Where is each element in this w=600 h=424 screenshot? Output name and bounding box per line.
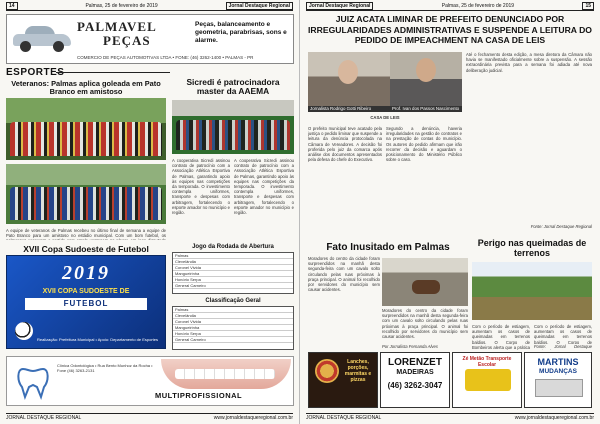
perigo-signature: Fonte: Jornal Destaque [534, 344, 592, 349]
palmavel-logo-pecas: PEÇAS [103, 33, 151, 48]
fato-headline: Fato Inusitado em Palmas [326, 242, 450, 253]
perigo-photo [472, 262, 592, 320]
right-page [300, 0, 600, 424]
dentist-info: Clínica Odontológica • Rua Bento Munhoz da Rocha • Fone (46) 3263-2131 [57, 363, 153, 373]
perigo-body-col2: Com o período de estiagem, aumentam os casos de queimadas em terrenos baldios. O Corpo de [534, 324, 592, 344]
main-sub-caption: CASA DE LEIS [370, 115, 400, 120]
fato-body-col1: Moradores do centro da cidade foram surpreendidos na manhã desta segunda-feira com um cavalo solto circulando pelas ruas próximas à praça principal. O animal foi recolhido por servidores do município sem causar acidentes. [308, 256, 380, 293]
table2-row: General Carneiro [173, 337, 293, 343]
main-body-col3: Até o fechamento desta edição, a mesa diretora da Câmara não havia se manifestado oficialmente sobre a suspensão. A sessão extraordinária prevista para a semana foi adiada até nova deliberação judicial. [466, 52, 592, 73]
pizza-text: Lanches, porções, marmitas e pizzas [344, 359, 372, 383]
table1-row: Palmas [173, 253, 293, 259]
main-photo-2 [390, 52, 462, 106]
story2-headline: Sicredi é patrocinadora master da AAEMA [186, 77, 280, 97]
table1-row: Mangueirinha [173, 271, 293, 277]
right-running-head [306, 2, 594, 11]
section-title: ESPORTES [6, 67, 65, 78]
left-running-foot [6, 413, 293, 421]
copa-title: XVII Copa Sudoeste de Futebol [23, 244, 149, 254]
fato-caption: Por Jornalista Fernanda Alves [382, 344, 438, 349]
truck-icon [535, 379, 583, 397]
right-head-date: Palmas, 25 de fevereiro de 2019 [441, 3, 515, 9]
copa-year: 2019 [62, 262, 110, 284]
martins-sub: MUDANÇAS [539, 368, 577, 375]
copa-poster [6, 255, 166, 349]
car-icon [13, 24, 71, 50]
ad-martins [524, 352, 592, 408]
story1-body: A equipe de veteranos de Palmas recebeu no último final de semana a equipe de Pato Branco para um amistoso no estádio municipal. Com um bom futebol, os [6, 228, 166, 239]
lorenzet-sub: MADEIRAS [396, 369, 434, 376]
left-foot-paper: JORNAL DESTAQUE REGIONAL [6, 415, 82, 421]
copa-footer: Realização: Prefeitura Municipal • Apoio: Departamento de Esportes [37, 337, 159, 342]
table2 [172, 306, 294, 350]
soccer-ball-icon [15, 322, 33, 340]
table1-row: Clevelândia [173, 259, 293, 265]
table2-row: Palmas [173, 307, 293, 313]
right-running-foot [306, 413, 594, 421]
table1-title: Jogo da Rodada de Abertura [192, 244, 274, 250]
table2-row: Mangueirinha [173, 325, 293, 331]
teeth-image [175, 369, 275, 379]
martins-name: MARTINS [537, 357, 579, 367]
table1-row: General Carneiro [173, 283, 293, 289]
ad-transporte [452, 352, 522, 408]
story2-body-col1: A cooperativa Sicredi assinou contrato de patrocínio com a Associação Atlética Esportiva de Palmas, garantindo apoio às equipes nas competições da temporada. O investimento contempla uniformes, transporte e despesas com arbitragem, fortalecendo o esporte amador no município e região. [172, 158, 230, 216]
copa-subtitle: XVII COPA SUDOESTE DE [42, 288, 130, 295]
palmavel-slogan: Peças, balanceamento e geometria, parabrisas, sons e alarme. [195, 21, 287, 44]
ad-palmavel [6, 14, 294, 64]
table1-row: Coronel Vivida [173, 265, 293, 271]
right-head-paper: Jornal Destaque Regional [306, 2, 373, 10]
ad-pizza [308, 352, 378, 408]
left-head-paper: Jornal Destaque Regional [226, 2, 293, 10]
main-caption-1: Jornalista Rodrigo Gotti Ribeiro [308, 106, 390, 112]
palmavel-contact: COMERCIO DE PEÇAS AUTOMOTIVAS LTDA • FONE: (46) 3262-1400 • PALMAS - PR [77, 55, 254, 60]
ad-dentist [6, 356, 294, 406]
story2-photo [172, 100, 294, 154]
copa-subtitle-2: FUTEBOL [25, 298, 147, 310]
lorenzet-phone: (46) 3262-3047 [387, 381, 443, 390]
main-headline: JUIZ ACATA LIMINAR DE PREFEITO DENUNCIADO POR IRREGULARIDADES ADMINISTRATIVAS E SUSPENDE A LEITURA DO PEDIDO DE IMPEACHMENT NA CASA DE LEIS [308, 14, 592, 45]
story1-photo-1 [6, 98, 166, 160]
bus-icon [465, 369, 511, 391]
transport-name: Zé Metão Transporte Escolar [462, 356, 512, 368]
perigo-body-col1: Com o período de estiagem, aumentam os casos de queimadas em terrenos baldios. O Corpo de Bombeiros alerta que a prática [472, 324, 530, 350]
table2-row: Honório Serpa [173, 331, 293, 337]
tooth-icon [13, 361, 53, 401]
right-foot-site: www.jornaldestaqueregional.com.br [514, 415, 594, 421]
main-caption-2: Prof. Ivan dos Passos Nascimento [390, 106, 462, 112]
table2-row: Coronel Vivida [173, 319, 293, 325]
pizza-icon [315, 359, 339, 383]
left-head-date: Palmas, 25 de fevereiro de 2019 [85, 3, 158, 9]
fato-body-col2: Moradores do centro da cidade foram surpreendidos na manhã desta segunda-feira com um cavalo solto circulando pelas ruas próximas à praça principal. O animal foi recolhido por servidores do município sem causar acidentes. [382, 308, 468, 340]
main-signature: Fonte: Jornal Destaque Regional [530, 224, 592, 229]
right-foot-paper: JORNAL DESTAQUE REGIONAL [306, 415, 382, 421]
story1-photo-2 [6, 164, 166, 224]
main-body-col2: Segundo a denúncia, haveria irregularidades na gestão de contratos e na prestação de contas do município. Os autores do pedido afirmam que irão recorrer da decisão e aguardam o posicionamento do Ministério Público sobre o caso. [386, 126, 462, 163]
ad-lorenzet [380, 352, 450, 408]
story1-headline: Veteranos: Palmas aplica goleada em Pato Branco em amistoso [11, 79, 161, 96]
main-photo-1 [308, 52, 390, 106]
table2-row: Clevelândia [173, 313, 293, 319]
main-body-col1: O prefeito municipal teve acatado pela justiça o pedido liminar que suspende a leitura da denúncia protocolada na Câmara de Vereadores. A decisão foi proferida pelo juiz da comarca após análise dos documentos apresentados pela defesa do chefe do Executivo. [308, 126, 382, 163]
right-page-number: 15 [582, 2, 594, 10]
table1-row: Honório Serpa [173, 277, 293, 283]
lorenzet-name: LORENZET [388, 357, 442, 368]
table2-title: Classificação Geral [205, 298, 261, 304]
fato-photo [382, 258, 468, 306]
section-rule [56, 72, 170, 73]
story2-body-col2: A cooperativa Sicredi assinou contrato de patrocínio com a Associação Atlética Esportiva de Palmas, garantindo apoio às equipes nas competições da temporada. O investimento contempla uniformes, transporte e despesas com arbitragem, fortalecendo o esporte amador no município e região. [234, 158, 294, 216]
palmavel-logo: PALMAVEL [77, 19, 157, 34]
table1 [172, 252, 294, 294]
perigo-headline: Perigo nas queimadas de terrenos [477, 238, 587, 258]
dentist-name: MULTIPROFISSIONAL [155, 391, 243, 400]
left-running-head [6, 2, 293, 11]
left-foot-site: www.jornaldestaqueregional.com.br [213, 415, 293, 421]
left-page-number: 14 [6, 2, 18, 10]
